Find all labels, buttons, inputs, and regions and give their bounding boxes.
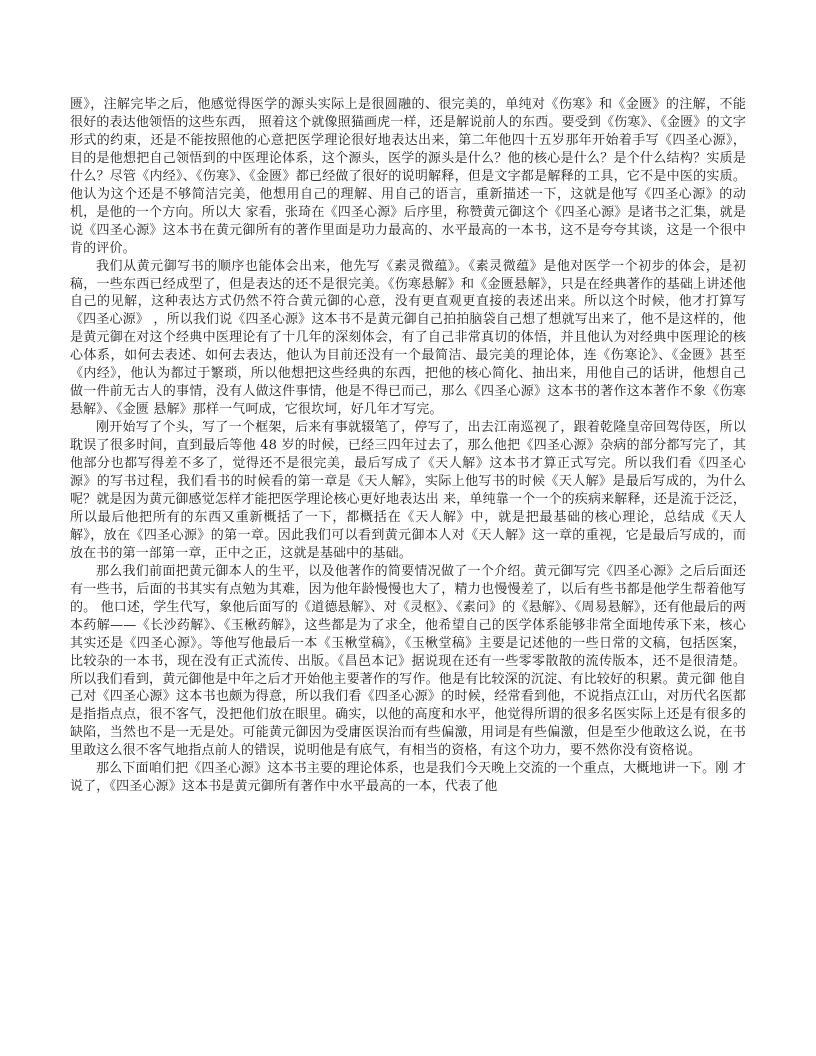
- paragraph-4: 那么我们前面把黄元御本人的生平，以及他著作的简要情况做了一个介绍。黄元御写完《四圣心源》之后后面还有一些书，后面的书其实有点勉为其难，因为他年龄慢慢也大了，精力也慢慢差了，以后有些书都是他学生帮着他写的。 他口述，学生代写，象他后面写的《道德悬解》、对《灵枢》、《素问》的《悬解》、《周易悬解》，还有他最后的两本药解——《长沙药解》、《玉楸药解》，这些都是为了求全，他希望自己的医学体系能够非常全面地传承下来，核心其实还是《四圣心源》。等他写他最后一本《玉楸堂稿》，《玉楸堂稿》主要是记述他的一些日常的文稿，包括医案，比较杂的一本书，现在没有正式流传、出版。《昌邑本记》据说现在还有一些零零散散的流传版本，还不是很清楚。所以我们看到，黄元御他是中年之后才开始他主要著作的写作。他是有比较深的沉淀、有比较好的积累。黄元御 他自己对《四圣心源》这本书也颇为得意，所以我们看《四圣心源》的时候，经常看到他，不说指点江山，对历代名医都是指指点点，很不客气，没把他们放在眼里。确实，以他的高度和水平，他觉得所谓的很多名医实际上还是有很多的缺陷，当然也不是一无是处。可能黄元御因为受庸医误治而有些偏激，用词是有些偏激，但是至少他敢这么说，在书里敢这么很不客气地指点前人的错误，说明他是有底气，有相当的资格，有这个功力，要不然你没有资格说。: [70, 563, 746, 759]
- paragraph-5: 那么下面咱们把《四圣心源》这本书主要的理论体系，也是我们今天晚上交流的一个重点，大概地讲一下。刚 才说了，《四圣心源》这本书是黄元御所有著作中水平最高的一本，代表了他: [70, 761, 746, 795]
- paragraph-2: 我们从黄元御写书的顺序也能体会出来，他先写《素灵微蕴》。《素灵微蕴》是他对医学一个初步的体会，是初稿，一些东西已经成型了，但是表达的还不是很完美。《伤寒悬解》和《金匮悬解》，只是在经典著作的基础上讲述他自己的见解，这种表达方式仍然不符合黄元御的心意，没有更直观更直接的表述出来。所以这个时候，他才打算写《四圣心源》 ，所以我们说《四圣心源》这本书不是黄元御自己拍拍脑袋自己想了想就写出来了，他不是这样的，他是黄元御在对这个经典中医理论有了十几年的深刻体会，有了自己非常真切的体悟，并且他认为对经典中医理论的核心体系，如何去表述、如何去表达，他认为目前还没有一个最简洁、最完美的理论体，连《伤寒论》、《金匮》甚至《内经》，他认为都过于繁琐，所以他想把这些经典的东西，把他的核心简化、抽出来，用他自己的话讲，他想自己做一件前无古人的事情，没有人做这件事情，他是不得已而己，那么《四圣心源》这本书的著作这本著作不象《伤寒悬解》、《金匮 悬解》那样一气呵成，它很坎坷，好几年才写完。: [70, 258, 746, 418]
- paragraph-1: 匮》，注解完毕之后，他感觉得医学的源头实际上是很圆融的、很完美的，单纯对《伤寒》和《金匮》的注解，不能很好的表达他领悟的这些东西， 照着这个就像照猫画虎一样，还是解说前人的东西。要受到《伤寒》、《金匮》的文字形式的约束，还是不能按照他的心意把医学理论很好地表达出来，第二年他四十五岁那年开始着手写《四圣心源》，目的是他想把自己领悟到的中医理论体系，这个源头，医学的源头是什么？他的核心是什么？是个什么结构？实质是什么？尽管《内经》、《伤寒》、《金匮》都已经做了很好的说明解释，但是文字都是解释的工具，它不是中医的实质。他认为这个还是不够简洁完美，他想用自己的理解、用自己的语言，重新描述一下，这就是他写《四圣心源》的动机，是他的一个方向。所以大 家看，张琦在《四圣心源》后序里，称赞黄元御这个《四圣心源》是诸书之汇集，就是说《四圣心源》这本书在黄元御所有的著作里面是功力最高的、水平最高的一本书，这不是夸夸其谈，这是一个很中肯的评价。: [70, 97, 746, 256]
- paragraph-3: 刚开始写了个头，写了一个框架，后来有事就辍笔了，停写了，出去江南巡视了，跟着乾隆皇帝回驾侍医，所以耽误了很多时间，直到最后等他 48 岁的时候，已经三四年过去了，那么他把《四圣心源》杂病的部分都写完了，其他部分也都写得差不多了，觉得还不是很完美，最后写成了《天人解》这本书才算正式写完。所以我们看《四圣心源》的写书过程，我们看书的时候看的第一章是《天人解》，实际上他写书的时候《天人解》是最后写成的，为什么呢？就是因为黄元御感觉怎样才能把医学理论核心更好地表达出 来，单纯靠一个一个的疾病来解释，还是流于泛泛，所以最后他把所有的东西又重新概括了一下，都概括在《天人解》中，就是把最基础的核心理论，总结成《天人解》，放在《四圣心源》的第一章。因此我们可以看到黄元御本人对《天人解》这一章的重视，它是最后写成的，而放在书的第一部第一章，正中之正，这就是基础中的基础。: [70, 420, 746, 561]
- document-text-body: [70, 96, 746, 796]
